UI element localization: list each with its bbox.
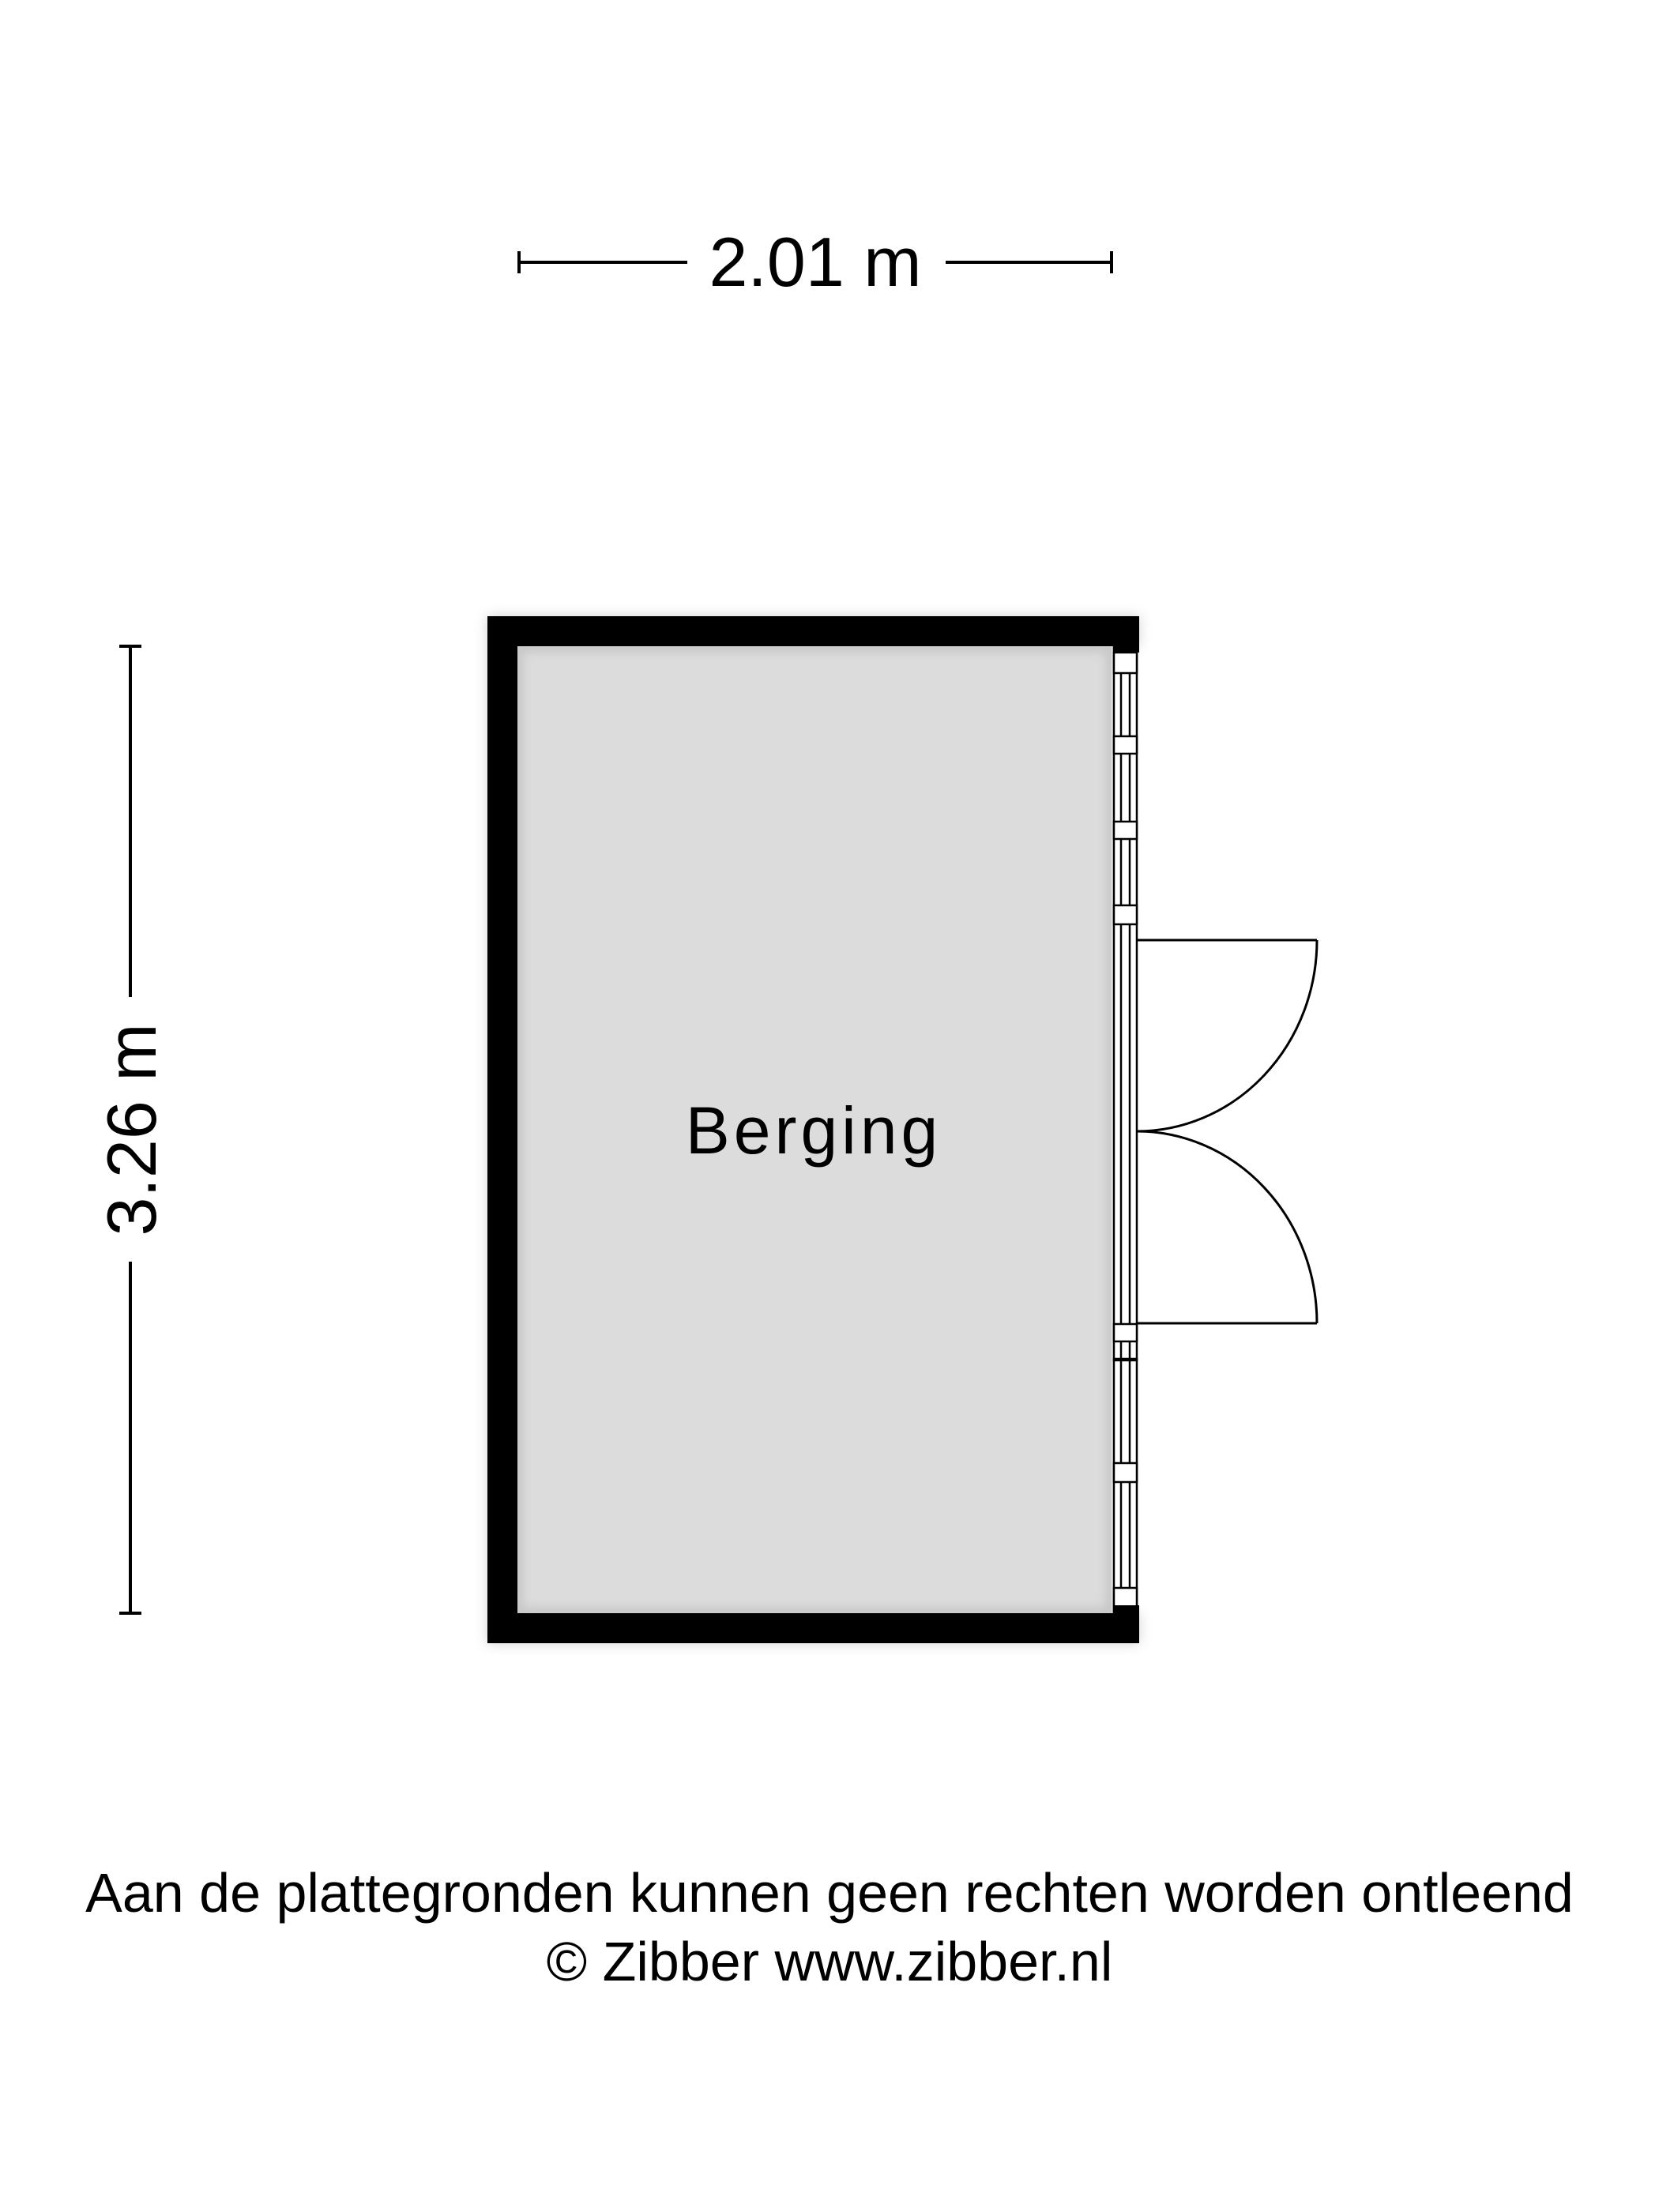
window-post-7 (1114, 1463, 1137, 1482)
door-swing-lower (1137, 1131, 1317, 1323)
window-post-3 (1114, 822, 1137, 839)
window-post-6 (1114, 1359, 1137, 1360)
window-post-2 (1114, 736, 1137, 754)
wall-right-top-stub (1114, 616, 1139, 653)
width-dimension (519, 223, 1112, 301)
right-facade (1114, 646, 1137, 1613)
double-door (1137, 940, 1317, 1323)
copyright-text: © Zibber www.zibber.nl (546, 1931, 1113, 1992)
door-swing-upper (1137, 940, 1317, 1131)
height-dimension-label: 3.26 m (92, 1023, 171, 1236)
width-dimension-label: 2.01 m (709, 223, 922, 301)
wall-top (487, 616, 1139, 646)
height-dimension (92, 646, 171, 1613)
wall-left (487, 616, 517, 1643)
wall-right-bottom-stub (1114, 1605, 1139, 1643)
window-post-1 (1114, 653, 1137, 673)
disclaimer-text: Aan de plattegronden kunnen geen rechten worden ontleend (85, 1862, 1574, 1924)
window-post-4 (1114, 905, 1137, 924)
wall-bottom (487, 1613, 1139, 1643)
room-label: Berging (685, 1093, 942, 1168)
window-post-5 (1114, 1324, 1137, 1341)
